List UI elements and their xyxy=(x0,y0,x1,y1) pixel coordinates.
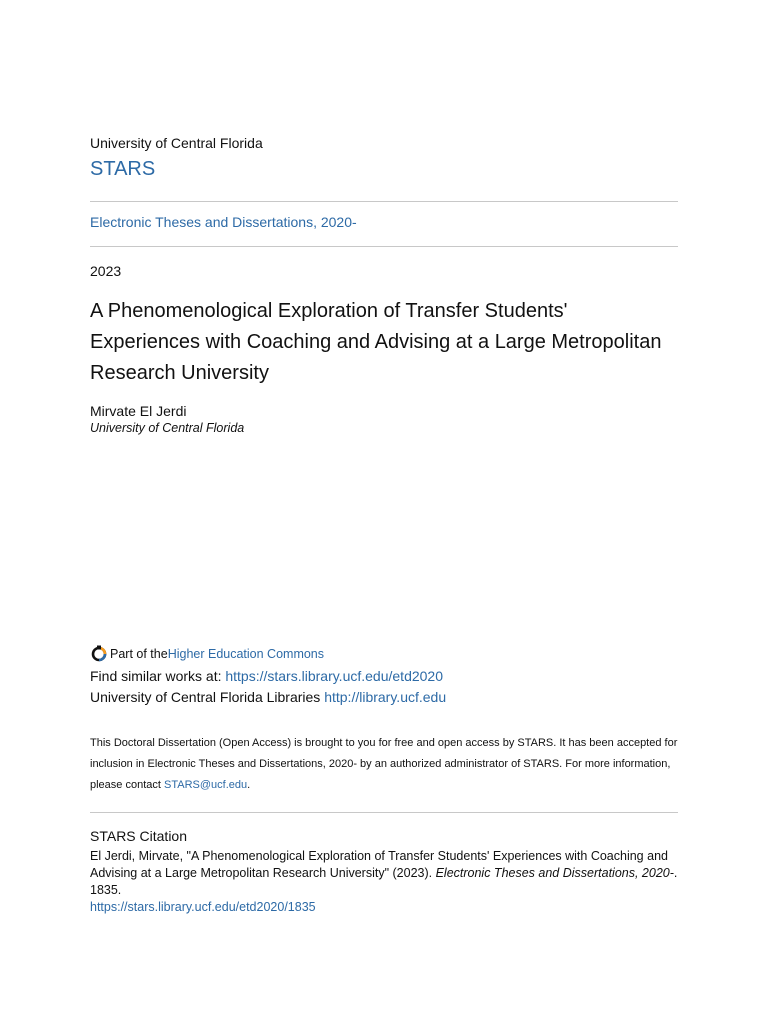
citation-main: El Jerdi, Mirvate, "A Phenomenological Exploration of Transfer Students' Experiences with Coaching and Advising at a Large Metropolitan Research University" (2023). xyxy=(90,849,668,880)
author-affiliation: University of Central Florida xyxy=(90,421,245,435)
divider xyxy=(90,812,678,813)
libraries-line xyxy=(90,689,446,705)
citation-heading: STARS Citation xyxy=(90,828,187,844)
institution-name: University of Central Florida xyxy=(90,135,263,151)
similar-works-line xyxy=(90,668,443,684)
author-name: Mirvate El Jerdi xyxy=(90,403,187,419)
divider xyxy=(90,201,678,202)
access-notice-end: . xyxy=(247,779,251,791)
contact-email-link[interactable]: STARS@ucf.edu xyxy=(164,779,248,791)
part-of-prefix: Part of the xyxy=(110,647,168,661)
citation-text xyxy=(90,848,678,899)
divider xyxy=(90,246,678,247)
libraries-link[interactable]: http://library.ucf.edu xyxy=(324,689,447,705)
higher-education-commons-link[interactable]: Higher Education Commons xyxy=(167,647,325,661)
bepress-commons-icon xyxy=(90,645,108,663)
similar-works-link[interactable]: https://stars.library.ucf.edu/etd2020 xyxy=(225,668,443,684)
paper-title: A Phenomenological Exploration of Transfer Students' Experiences with Coaching and Advising at a Large Metropolitan Research University xyxy=(90,300,662,384)
publication-year: 2023 xyxy=(90,263,122,279)
citation-series: Electronic Theses and Dissertations, 2020- xyxy=(435,866,674,880)
similar-works-prefix: Find similar works at: xyxy=(90,668,226,684)
collection-link[interactable]: Electronic Theses and Dissertations, 2020- xyxy=(90,214,357,230)
access-notice xyxy=(90,733,678,796)
libraries-prefix: University of Central Florida Libraries xyxy=(90,689,325,705)
repository-link[interactable]: STARS xyxy=(90,158,156,180)
part-of-line xyxy=(90,645,324,663)
access-notice-text: This Doctoral Dissertation (Open Access) is brought to you for free and open access by STARS. It has been accepted for inclusion in Electronic Theses and Dissertations, 2020- by an authorized administrator of STARS. For more information, please contact xyxy=(90,737,678,791)
citation-url-link[interactable]: https://stars.library.ucf.edu/etd2020/1835 xyxy=(90,900,316,914)
citation-end: . 1835. xyxy=(90,866,678,897)
